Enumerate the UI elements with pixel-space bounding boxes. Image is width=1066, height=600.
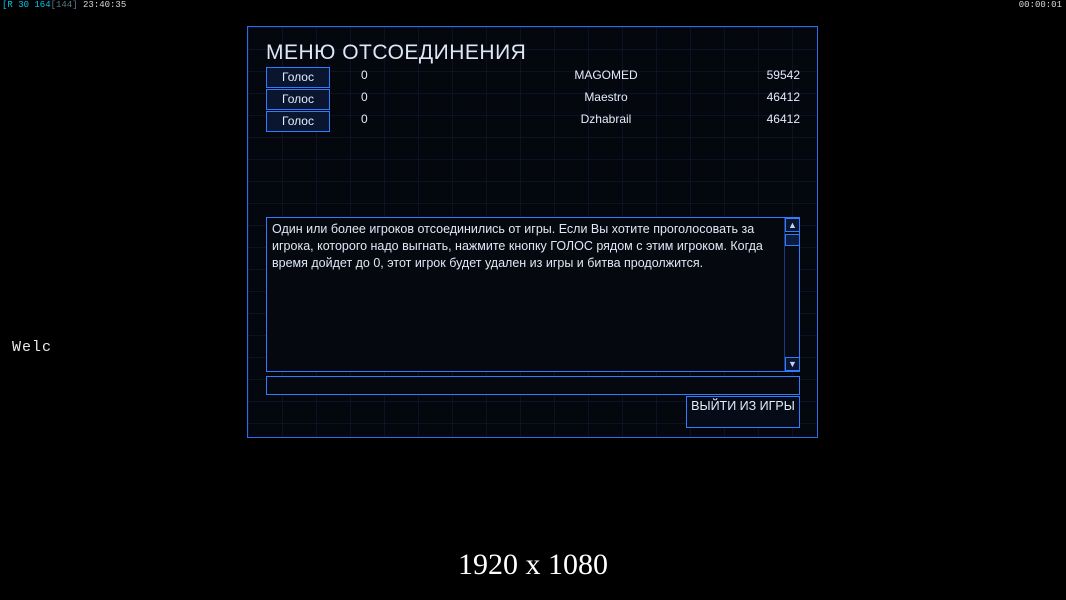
vote-count: 0 bbox=[361, 68, 368, 82]
player-score: 59542 bbox=[766, 68, 800, 82]
table-row bbox=[266, 111, 800, 133]
player-name: MAGOMED bbox=[574, 68, 638, 82]
player-vote-list bbox=[266, 67, 800, 133]
player-name: Maestro bbox=[584, 90, 628, 104]
console-message: Welc bbox=[12, 339, 53, 356]
debug-hud-left-secondary: [144] bbox=[50, 0, 78, 10]
vote-count: 0 bbox=[361, 112, 368, 126]
exit-game-button[interactable]: ВЫЙТИ ИЗ ИГРЫ bbox=[686, 396, 800, 428]
disconnect-menu-dialog bbox=[247, 26, 818, 438]
debug-hud-left bbox=[2, 0, 126, 11]
debug-hud-left-primary: [R 30 164 bbox=[2, 0, 51, 10]
player-score: 46412 bbox=[766, 90, 800, 104]
vote-count: 0 bbox=[361, 90, 368, 104]
player-score: 46412 bbox=[766, 112, 800, 126]
chat-input[interactable] bbox=[266, 376, 800, 395]
message-text: Один или более игроков отсоединились от игры. Если Вы хотите проголосовать за игрока, которого надо выгнать, нажмите кнопку ГОЛОС рядом с этим игроком. Когда время дойдет до 0, этот игрок будет удален из игры и битва продолжится. bbox=[272, 222, 763, 270]
vote-button[interactable]: Голос bbox=[266, 111, 330, 132]
scrollbar-thumb[interactable] bbox=[785, 234, 800, 246]
message-scrollbar[interactable] bbox=[784, 218, 799, 371]
match-timer: 00:00:01 bbox=[1018, 0, 1062, 10]
dialog-title: МЕНЮ ОТСОЕДИНЕНИЯ bbox=[266, 41, 527, 64]
resolution-caption: 1920 x 1080 bbox=[458, 548, 608, 581]
table-row bbox=[266, 67, 800, 89]
table-row bbox=[266, 89, 800, 111]
player-name: Dzhabrail bbox=[580, 112, 632, 126]
scroll-down-icon[interactable]: ▼ bbox=[785, 357, 800, 371]
debug-hud-left-time: 23:40:35 bbox=[77, 0, 127, 10]
message-panel bbox=[266, 217, 800, 372]
vote-button[interactable]: Голос bbox=[266, 67, 330, 88]
scroll-up-icon[interactable]: ▲ bbox=[785, 218, 800, 232]
vote-button[interactable]: Голос bbox=[266, 89, 330, 110]
